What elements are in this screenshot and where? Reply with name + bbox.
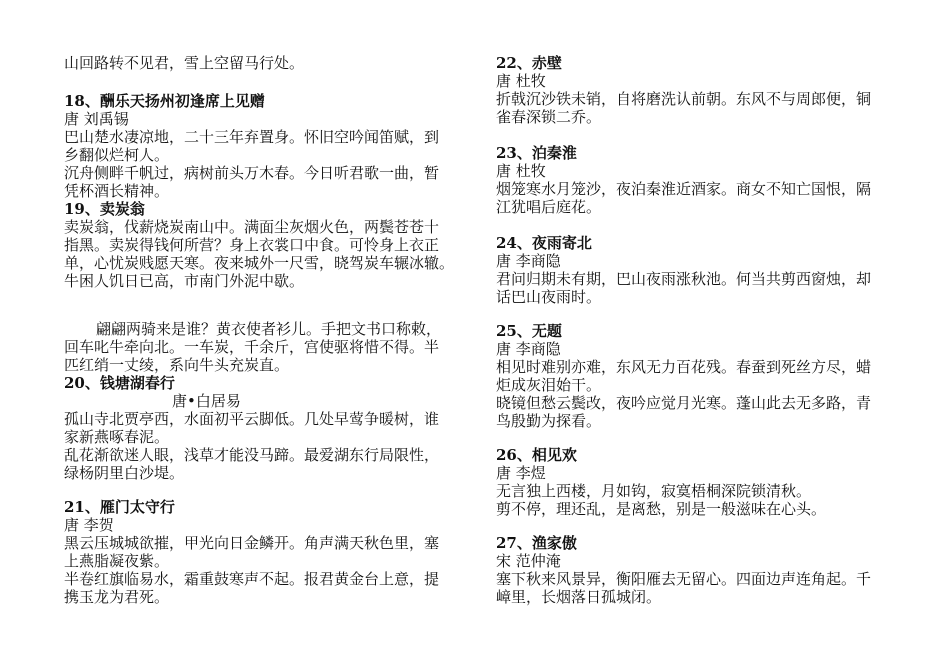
poem-18-title: 18、酬乐天扬州初逢席上见赠 [64,92,265,110]
poem-23-author: 唐 杜牧 [496,162,546,180]
poem-25-title: 25、无题 [496,322,562,340]
poem-18-line-1: 巴山楚水凄凉地，二十三年弃置身。怀旧空吟闻笛赋，到 [64,128,440,146]
poem-18-line-3: 沉舟侧畔千帆过，病树前头万木春。今日听君歌一曲，暂 [64,164,440,182]
poem-21-title: 21、雁门太守行 [64,498,175,516]
poem-20-author: 唐•白居易 [172,392,241,410]
poem-18-line-2: 乡翻似烂柯人。 [64,146,170,164]
poem-26-author: 唐 李煜 [496,464,546,482]
poem-25-line-3: 晓镜但愁云鬓改，夜吟应觉月光寒。蓬山此去无多路，青 [496,394,872,412]
poem-18-author: 唐 刘禹锡 [64,110,129,128]
poem-20-line-3: 乱花渐欲迷人眼，浅草才能没马蹄。最爱湖东行局限性， [64,446,440,464]
poem-25-line-2: 炬成灰泪始干。 [496,376,602,394]
poem-24-line-1: 君问归期未有期，巴山夜雨涨秋池。何当共剪西窗烛，却 [496,270,872,288]
poem-21-line-1: 黑云压城城欲摧，甲光向日金鳞开。角声满天秋色里，塞 [64,534,440,552]
poem-26-line-2: 剪不停，理还乱，是离愁，别是一般滋味在心头。 [496,500,827,518]
poem-19-continuation-3: 匹红绡一丈绫，系向牛头充炭直。 [64,356,290,374]
poem-19-line-4: 牛困人饥日已高，市南门外泥中歇。 [64,272,305,290]
poem-18-line-4: 凭杯酒长精神。 [64,182,170,200]
poem-19-continuation-2: 回车叱牛牵向北。一车炭，千余斤，宫使驱将惜不得。半 [64,338,440,356]
poem-21-line-3: 半卷红旗临易水，霜重鼓寒声不起。报君黄金台上意，提 [64,570,440,588]
poem-20-line-2: 家新燕啄春泥。 [64,428,170,446]
poem-19-title: 19、卖炭翁 [64,200,145,218]
poem-24-author: 唐 李商隐 [496,252,561,270]
poem-25-author: 唐 李商隐 [496,340,561,358]
poem-26-title: 26、相见欢 [496,446,577,464]
poem-27-title: 27、渔家傲 [496,534,577,552]
poem-27-line-2: 嶂里，长烟落日孤城闭。 [496,588,662,606]
poem-20-line-4: 绿杨阴里白沙堤。 [64,464,185,482]
poem-20-title: 20、钱塘湖春行 [64,374,175,392]
poem-19-line-2: 指黑。卖炭得钱何所营？身上衣裳口中食。可怜身上衣正 [64,236,440,254]
poem-26-line-1: 无言独上西楼，月如钩，寂寞梧桐深院锁清秋。 [496,482,812,500]
poem-27-author: 宋 范仲淹 [496,552,561,570]
poem-22-author: 唐 杜牧 [496,72,546,90]
poem-22-line-2: 雀春深锁二乔。 [496,108,602,126]
poem-19-continuation-1: 翩翩两骑来是谁？黄衣使者衫儿。手把文书口称敕， [96,320,442,338]
poem-23-title: 23、泊秦淮 [496,144,577,162]
poem-24-title: 24、夜雨寄北 [496,234,592,252]
poem-21-line-2: 上燕脂凝夜紫。 [64,552,170,570]
poem-23-line-1: 烟笼寒水月笼沙，夜泊秦淮近酒家。商女不知亡国恨，隔 [496,180,872,198]
poem-25-line-4: 鸟殷勤为探看。 [496,412,602,430]
intro-line: 山回路转不见君，雪上空留马行处。 [64,54,305,72]
poem-22-title: 22、赤壁 [496,54,562,72]
poem-20-line-1: 孤山寺北贾亭西，水面初平云脚低。几处早莺争暖树，谁 [64,410,440,428]
poem-21-line-4: 携玉龙为君死。 [64,588,170,606]
poem-19-line-3: 单，心忧炭贱愿天寒。夜来城外一尺雪，晓驾炭车辗冰辙。 [64,254,455,272]
poem-22-line-1: 折戟沉沙铁未销，自将磨洗认前朝。东风不与周郎便，铜 [496,90,872,108]
poem-27-line-1: 塞下秋来风景异，衡阳雁去无留心。四面边声连角起。千 [496,570,872,588]
poem-23-line-2: 江犹唱后庭花。 [496,198,602,216]
poem-21-author: 唐 李贺 [64,516,114,534]
poem-19-line-1: 卖炭翁，伐薪烧炭南山中。满面尘灰烟火色，两鬓苍苍十 [64,218,440,236]
poem-24-line-2: 话巴山夜雨时。 [496,288,602,306]
poem-25-line-1: 相见时难别亦难，东风无力百花残。春蚕到死丝方尽，蜡 [496,358,872,376]
